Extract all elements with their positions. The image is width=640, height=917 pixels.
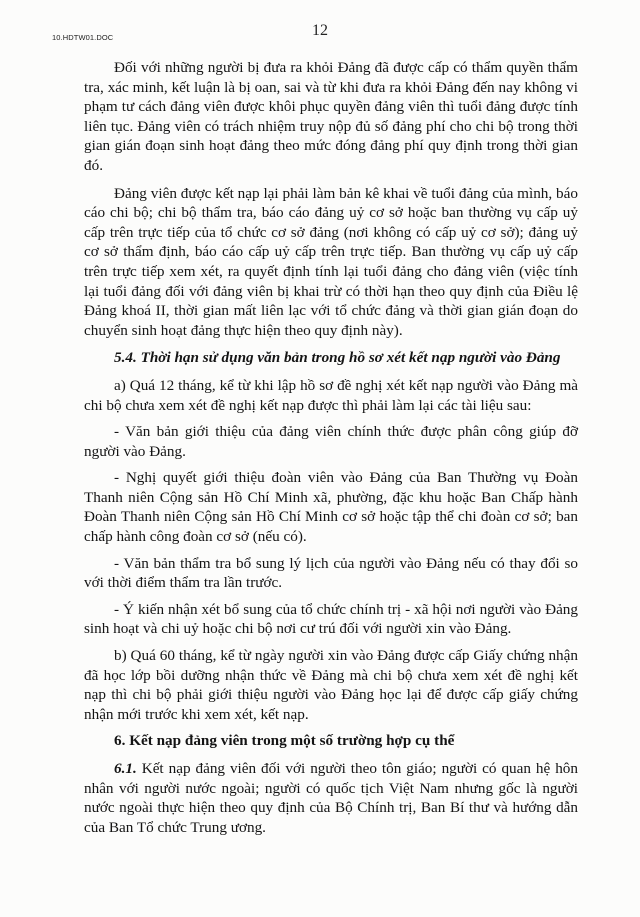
file-code: 10.HDTW01.DOC xyxy=(52,33,114,42)
page-number: 12 xyxy=(312,22,328,39)
paragraph-6-1-text: Kết nạp đảng viên đối với người theo tôn giáo; người có quan hệ hôn nhân với người nước ngoài; người có quốc tịch Việt Nam nhưng gốc là người nước ngoài thực hiện theo quy định của Bộ Chính trị, Ban Bí thư và hướng dẫn của Ban Tổ chức Trung ương. xyxy=(84,760,578,836)
bullet-item-1: - Văn bản giới thiệu của đảng viên chính thức được phân công giúp đỡ người vào Đảng. xyxy=(84,423,578,460)
paragraph-item-b: b) Quá 60 tháng, kể từ ngày người xin vào Đảng được cấp Giấy chứng nhận đã học lớp bồi dưỡng nhận thức về Đảng mà chi bộ chưa xem xét đề nghị kết nạp thì chi bộ phải giới thiệu người vào Đảng học lại để được cấp giấy chứng nhận mới trước khi xem xét, kết nạp. xyxy=(84,647,578,723)
section-heading-6: 6. Kết nạp đảng viên trong một số trường hợp cụ thể xyxy=(114,732,455,750)
section-heading-5-4: 5.4. Thời hạn sử dụng văn bản trong hồ sơ xét kết nạp người vào Đảng xyxy=(114,349,561,367)
paragraph-6-1 xyxy=(84,759,578,837)
paragraph-party-age-restored: Đối với những người bị đưa ra khỏi Đảng đã được cấp có thẩm quyền thẩm tra, xác minh, kết luận là bị oan, sai và từ khi đưa ra khỏi Đảng đến nay không vi phạm tư cách đảng viên được khôi phục quyền đảng viên thì tuổi đảng được tính liên tục. Đảng viên có trách nhiệm truy nộp đủ số đảng phí cho chi bộ trong thời gian gián đoạn sinh hoạt đảng theo mức đóng đảng phí quy định trong thời gian đó. xyxy=(84,59,578,174)
document-body xyxy=(84,58,578,845)
paragraph-item-a: a) Quá 12 tháng, kể từ khi lập hồ sơ đề nghị xét kết nạp người vào Đảng mà chi bộ chưa xem xét đề nghị kết nạp được thì phải làm lại các tài liệu sau: xyxy=(84,376,578,414)
bullet-item-3: - Văn bản thẩm tra bổ sung lý lịch của người vào Đảng nếu có thay đổi so với thời điểm thẩm tra lần trước. xyxy=(84,554,578,592)
bullet-item-2: - Nghị quyết giới thiệu đoàn viên vào Đảng của Ban Thường vụ Đoàn Thanh niên Cộng sản Hồ Chí Minh xã, phường, đặc khu hoặc Ban Chấp hành Đoàn Thanh niên Cộng sản Hồ Chí Minh cơ sở hoặc tập thể chi đoàn cơ sở; ban chấp hành công đoàn cơ sở (nếu có). xyxy=(84,469,578,546)
paragraph-6-1-label: 6.1. xyxy=(114,760,137,777)
bullet-item-4: - Ý kiến nhận xét bổ sung của tổ chức chính trị - xã hội nơi người vào Đảng sinh hoạt và chi uỷ hoặc chi bộ nơi cư trú đối với người xin vào Đảng. xyxy=(84,600,578,638)
paragraph-readmitted-member: Đảng viên được kết nạp lại phải làm bản kê khai về tuổi đảng của mình, báo cáo chi bộ; chi bộ thẩm tra, báo cáo đảng uỷ cơ sở hoặc ban thường vụ cấp uỷ cấp trên trực tiếp của tổ chức cơ sở đảng (nơi không có cấp uỷ cơ sở); đảng uỷ cơ sở thẩm định, báo cáo cấp uỷ cấp trên trực tiếp. Ban thường vụ cấp uỷ cấp trên trực tiếp xem xét, ra quyết định tính lại tuổi đảng cho đảng viên (việc tính lại tuổi đảng đối với đảng viên bị khai trừ có thời hạn theo quy định của Điều lệ Đảng khoá II, thời gian mất liên lạc với tổ chức đảng và thời gian gián đoạn do chuyển sinh hoạt đảng thực hiện theo quy định này). xyxy=(84,184,578,339)
